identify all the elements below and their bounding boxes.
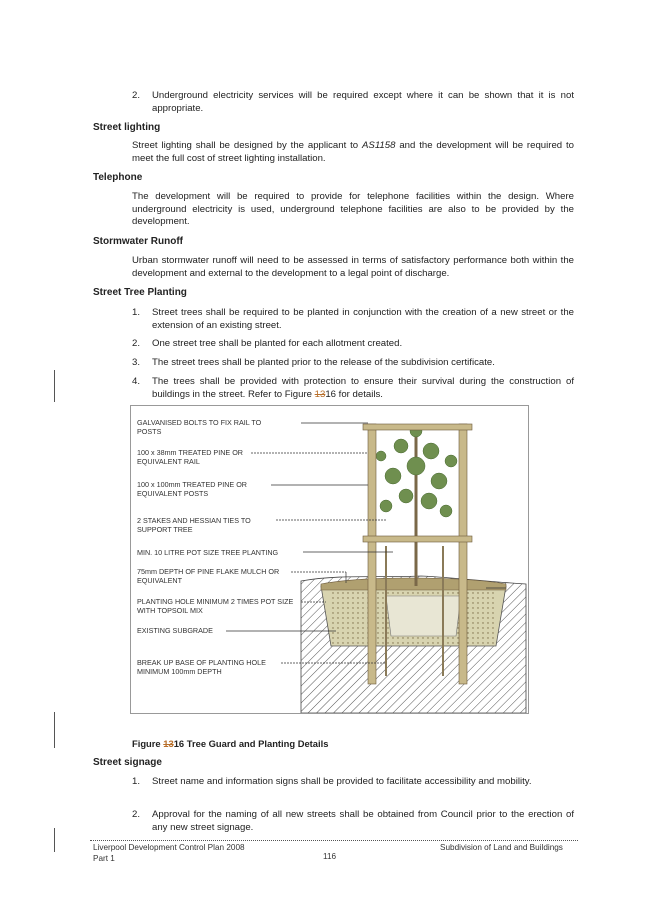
figure-label: PLANTING HOLE MINIMUM 2 TIMES POT SIZE WITH TOPSOIL MIX <box>137 597 294 615</box>
figure-tree-guard <box>130 405 529 714</box>
section-heading: Stormwater Runoff <box>93 236 183 247</box>
page-number: 116 <box>323 852 337 861</box>
section-heading: Street Tree Planting <box>93 287 187 298</box>
list-item: 2. One street tree shall be planted for each allotment created. <box>132 338 403 349</box>
paragraph: Street lighting shall be designed by the applicant to AS1158 and the development will be required to meet the full cost of street lighting installation. <box>132 140 574 164</box>
list-item: 1. Street name and information signs shall be provided to facilitate accessibility and mobility. <box>132 776 532 787</box>
change-bar <box>54 370 55 402</box>
rail-top <box>363 424 472 430</box>
paragraph: Urban stormwater runoff will need to be assessed in terms of satisfactory performance both within the development and external to the development to a legal point of discharge. <box>132 255 574 279</box>
figure-label: EXISTING SUBGRADE <box>137 626 213 635</box>
figure-label: 75mm DEPTH OF PINE FLAKE MULCH OR EQUIVALENT <box>137 567 280 585</box>
list-item: 3. The street trees shall be planted prior to the release of the subdivision certificate. <box>132 357 495 368</box>
footer-section-title: Subdivision of Land and Buildings <box>440 843 563 852</box>
figure-ref-old: 13 <box>314 388 326 400</box>
paragraph: The development will be required to provide for telephone facilities within the design. Where underground electricity is used, underground telephone facilities are also to be provided by the development. <box>132 191 574 227</box>
figure-label: GALVANISED BOLTS TO FIX RAIL TO POSTS <box>137 418 262 436</box>
figure-label: MIN. 10 LITRE POT SIZE TREE PLANTING <box>137 548 279 557</box>
footer-document-title: Liverpool Development Control Plan 2008 <box>93 843 245 852</box>
list-item <box>132 90 574 115</box>
list-item: 2. Approval for the naming of all new streets shall be obtained from Council prior to the erection of any new street signage. <box>132 809 574 833</box>
post-right <box>459 424 467 684</box>
section-heading: Street lighting <box>93 122 161 133</box>
figure-label: BREAK UP BASE OF PLANTING HOLE MINIMUM 100mm DEPTH <box>137 658 266 676</box>
figure-label: 2 STAKES AND HESSIAN TIES TO SUPPORT TREE <box>137 516 251 534</box>
standard-reference: AS1158 <box>362 140 396 151</box>
list-text: Underground electricity services will be required except where it can be shown that it is not appropriate. <box>152 90 574 114</box>
figure-caption: Figure 1316 Tree Guard and Planting Details <box>132 738 329 749</box>
post-left <box>368 424 376 684</box>
change-bar <box>54 828 55 852</box>
footer-rule <box>90 840 578 841</box>
change-bar <box>54 712 55 748</box>
figure-label: 100 x 100mm TREATED PINE OR EQUIVALENT POSTS <box>137 480 247 498</box>
section-heading: Street signage <box>93 757 162 768</box>
section-heading: Telephone <box>93 172 143 183</box>
list-item: 1. Street trees shall be required to be planted in conjunction with the creation of a new street or the extension of an existing street. <box>132 307 574 331</box>
list-item: 4. The trees shall be provided with protection to ensure their survival during the construction of buildings in the street. Refer to Figure 1316 for details. <box>132 376 574 400</box>
figure-label: 100 x 38mm TREATED PINE OR EQUIVALENT RAIL <box>137 448 243 466</box>
rail-mid <box>363 536 472 542</box>
footer-part: Part 1 <box>93 854 115 863</box>
figure-ref-new: 16 <box>325 388 336 400</box>
list-number: 2. <box>132 90 141 101</box>
root-ball <box>386 596 461 636</box>
